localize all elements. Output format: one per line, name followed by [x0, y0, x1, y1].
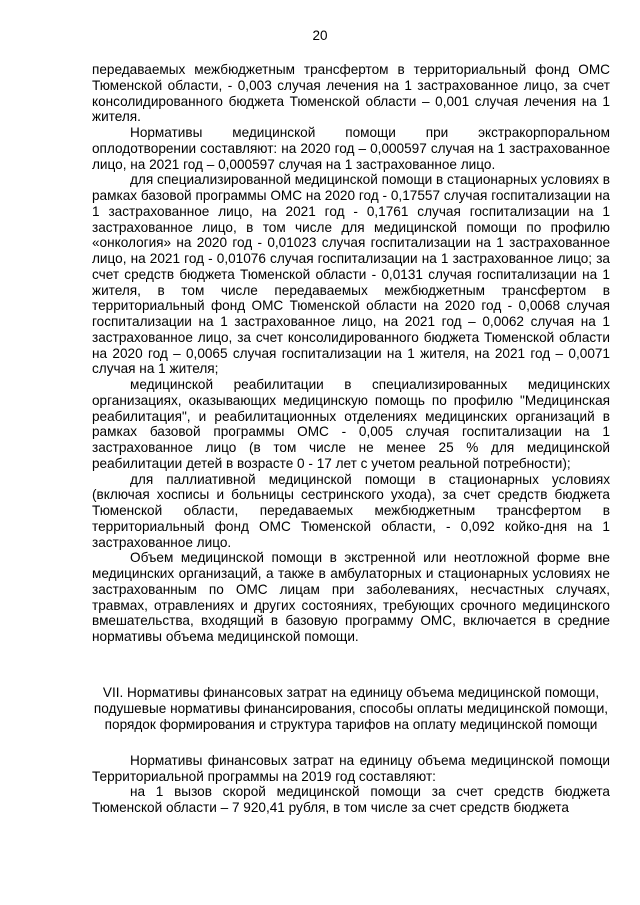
paragraph-rehabilitation: медицинской реабилитации в специализированных медицинских организациях, оказывающих медицинскую помощь по профилю "Медицинская реабилитация", и реабилитационных отделениях медицинских организаций в рамках базовой программы ОМС - 0,005 случая госпитализации на 1 застрахованное лицо (в том числе не менее 25 % для медицинской реабилитации детей в возрасте 0 - 17 лет с учетом реальной потребности); — [92, 377, 610, 471]
page-number: 20 — [312, 28, 328, 43]
paragraph-specialized-care: для специализированной медицинской помощи в стационарных условиях в рамках базовой программы ОМС на 2020 год - 0,17557 случая госпитализации на 1 застрахованное лицо, на 2021 год - 0,1761 случая госпитализации на 1 застрахованное лицо, в том числе для медицинской помощи по профилю «онкология» на 2020 год - 0,01023 случая госпитализации на 1 застрахованное лицо, на 2021 год - 0,01076 случая госпитализации на 1 застрахованное лицо; за счет средств бюджета Тюменской области - 0,0131 случая госпитализации на 1 жителя, в том числе передаваемых межбюджетным трансфертом в территориальный фонд ОМС Тюменской области на 2020 год - 0,0068 случая госпитализации на 1 застрахованное лицо, на 2021 год – 0,0062 случая на 1 застрахованное лицо, за счет консолидированного бюджета Тюменской области на 2020 год – 0,0065 случая госпитализации на 1 жителя, на 2021 год – 0,0071 случая на 1 жителя; — [92, 172, 610, 377]
section-heading-vii: VII. Нормативы финансовых затрат на единицу объема медицинской помощи, подушевые нормативы финансирования, способы оплаты медицинской помощи, порядок формирования и структура тарифов на оплату медицинской помощи — [93, 684, 609, 732]
paragraph-emergency-volume: Объем медицинской помощи в экстренной или неотложной форме вне медицинских организаций, а также в амбулаторных и стационарных условиях не застрахованным по ОМС лицам при заболеваниях, несчастных случаях, травмах, отравлениях и других состояниях, требующих срочного медицинского вмешательства, входящий в базовую программу ОМС, включается в средние нормативы объема медицинской помощи. — [92, 550, 610, 644]
paragraph-ambulance-cost: на 1 вызов скорой медицинской помощи за счет средств бюджета Тюменской области – 7 920,41 рубля, в том числе за счет средств бюджета — [92, 784, 610, 815]
document-body — [92, 62, 610, 816]
paragraph-palliative-care: для паллиативной медицинской помощи в стационарных условиях (включая хосписы и больницы сестринского ухода), за счет средств бюджета Тюменской области, передаваемых межбюджетным трансфертом в территориальный фонд ОМС Тюменской области, - 0,092 койко-дня на 1 застрахованное лицо. — [92, 471, 610, 550]
paragraph-cost-norms-intro: Нормативы финансовых затрат на единицу объема медицинской помощи Территориальной программы на 2019 год составляют: — [92, 752, 610, 784]
paragraph-transfer-continuation: передаваемых межбюджетным трансфертом в территориальный фонд ОМС Тюменской области, - 0,003 случая лечения на 1 застрахованное лицо, за счет консолидированного бюджета Тюменской области – 0,001 случая лечения на 1 жителя. — [92, 62, 610, 125]
paragraph-eco-norms: Нормативы медицинской помощи при экстракорпоральном оплодотворении составляют: на 2020 год – 0,000597 случая на 1 застрахованное лицо, на 2021 год – 0,000597 случая на 1 застрахованное лицо. — [92, 125, 610, 172]
